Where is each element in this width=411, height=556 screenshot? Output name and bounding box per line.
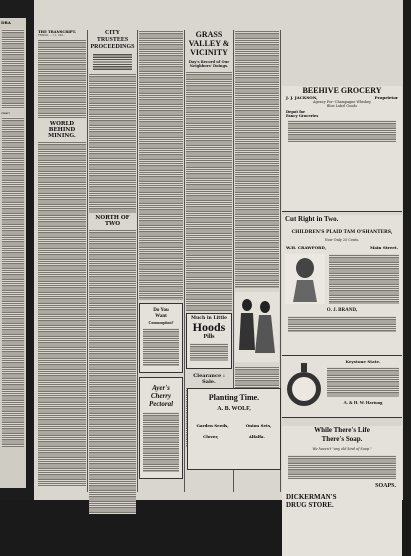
crawford-ad	[282, 215, 402, 356]
clearance-sale: Clearance : Sale.	[193, 373, 225, 385]
consumption-ad	[139, 303, 183, 373]
ad-title: BEEHIVE GROCERY	[302, 86, 382, 95]
article-text	[186, 71, 232, 311]
ad-line: CHILDREN'S PLAID TAM O'SHANTERS,	[291, 230, 393, 235]
ad-text	[288, 455, 396, 479]
subheadline	[93, 53, 132, 71]
right-binding	[403, 0, 411, 500]
hoods-ad	[186, 313, 232, 369]
margin-fragment: DRA	[1, 20, 11, 25]
issue-date: FRIDAY, ... 11, 190...	[38, 34, 66, 37]
hartung-text	[327, 359, 399, 414]
ad-line: Pectoral	[148, 400, 174, 408]
ad-title: There's Soap.	[321, 435, 363, 443]
ad-title: While There's Life	[314, 426, 370, 434]
headline: CITY TRUSTEES PROCEEDINGS	[90, 30, 135, 50]
ad-line: Now Only 25 Cents.	[324, 238, 360, 242]
ad-name: A. B. WOLF,	[217, 406, 251, 412]
ad-row	[188, 434, 280, 439]
left-binding	[0, 0, 34, 500]
dealer-name: W.H. CRAWFORD,	[286, 245, 327, 250]
owner-role: Proprietor	[374, 95, 398, 100]
ad-line: Do You	[153, 308, 169, 313]
ad-line: Consumption?	[148, 320, 174, 325]
column-rule	[87, 30, 88, 492]
section-headline: GRASS VALLEY & VICINITY	[188, 30, 230, 57]
ad-text	[143, 328, 179, 366]
ad-name: A. & H. W. Hartung	[343, 400, 383, 405]
ad-item: Clover,	[203, 434, 219, 439]
figures-illustration	[237, 295, 277, 359]
ad-item: Onion Sets,	[245, 423, 272, 428]
ad-tagline: We haven't "any old kind of Soap."	[312, 447, 372, 451]
ad-line: Want	[155, 314, 167, 319]
ad-label: SOAPS.	[375, 483, 396, 489]
section-subhead: Day's Record of Our Neighbors' Doings.	[188, 60, 230, 68]
ad-row	[188, 423, 280, 428]
hartung-ad	[282, 356, 402, 418]
store-name: DRUG STORE.	[286, 501, 334, 509]
article-text	[89, 229, 136, 514]
dickerman-ad	[282, 426, 402, 556]
ad-item: Alfalfa.	[248, 434, 265, 439]
paper-name: THE TRANSCRIPT.	[38, 30, 77, 34]
ad-row	[282, 245, 402, 250]
beehive-ad	[282, 86, 402, 212]
illustration-ad	[235, 292, 279, 362]
ad-line: Pills	[203, 334, 215, 340]
ad-line: Cherry	[150, 392, 172, 400]
ad-line: Hoods	[192, 320, 226, 334]
column-rule	[137, 30, 138, 492]
ad-text	[288, 316, 396, 332]
column-2	[89, 30, 136, 492]
article-text	[139, 30, 183, 300]
ad-title: Keystone State.	[345, 359, 381, 364]
ad-text	[329, 254, 399, 304]
margin-text	[2, 117, 24, 447]
ad-line: Fancy Groceries	[286, 114, 319, 118]
ad-row	[285, 254, 399, 304]
article-text	[89, 73, 136, 213]
dealer-street: Main Street.	[369, 245, 398, 250]
ad-line: Blue Label Goods	[326, 104, 358, 108]
article-text	[38, 141, 86, 486]
store-name: DICKERMAN'S	[286, 493, 337, 501]
ad-item: Garden Seeds,	[196, 423, 229, 428]
planting-ad	[187, 388, 281, 470]
ayers-ad	[139, 377, 183, 479]
ad-text	[190, 343, 228, 361]
ad-text	[327, 367, 399, 397]
ad-line: Agency For--Champagne Whiskey	[313, 100, 371, 104]
ad-text	[143, 412, 179, 472]
column-1	[38, 30, 86, 492]
article-text	[235, 30, 279, 288]
column-3	[139, 30, 183, 492]
ad-title: Planting Time.	[208, 393, 260, 402]
ad-line: Depot for	[286, 110, 306, 114]
ad-line: Ayer's	[152, 384, 170, 392]
watch-illustration	[285, 359, 323, 413]
ad-line: Much in Little	[191, 316, 227, 321]
ad-title: Cut Right in Two.	[285, 215, 339, 223]
owner-name: J. J. JACKSON,	[286, 95, 318, 100]
ad-column	[282, 30, 402, 509]
ad-list	[288, 120, 396, 142]
margin-fragment: cleari	[1, 111, 10, 115]
left-margin-page	[0, 18, 26, 488]
article-text	[38, 39, 86, 119]
ad-name: O. J. BRAND,	[326, 308, 358, 313]
headline: NORTH OF TWO	[95, 215, 130, 227]
margin-text	[2, 29, 24, 109]
column-rule	[184, 30, 185, 492]
lady-illustration	[285, 254, 325, 304]
article-heading: WORLD BEHIND MINING.	[48, 121, 76, 139]
